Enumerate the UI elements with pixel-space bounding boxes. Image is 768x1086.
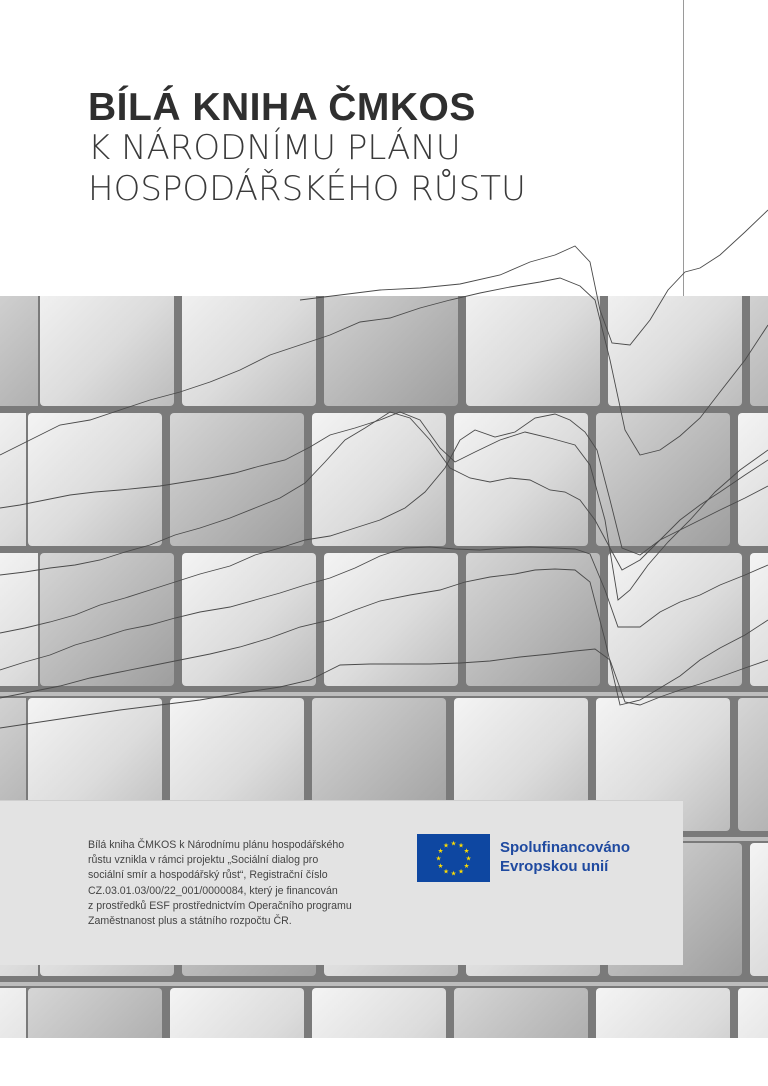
funding-text-line: Bílá kniha ČMKOS k Národnímu plánu hospodářského [88,839,345,851]
trend-line [300,210,768,345]
funding-text-line: z prostředků ESF prostřednictvím Operačního programu [88,899,352,912]
eu-star-icon: ★ [463,861,470,870]
eu-star-icon: ★ [458,867,464,876]
funding-info-box [0,800,683,965]
eu-star-icon: ★ [463,846,470,855]
trend-line [0,412,768,575]
trend-line [0,649,768,728]
eu-flag-icon [417,834,490,882]
eu-star-icon: ★ [450,839,457,848]
eu-star-icon: ★ [443,841,449,850]
eu-label-line-1: Spolufinancováno [500,839,631,856]
eu-star-icon: ★ [450,869,457,878]
eu-star-icon: ★ [437,861,444,870]
title-line-2: K NÁRODNÍMU PLÁNU [88,128,461,168]
eu-star-icon: ★ [458,841,464,850]
eu-star-icon: ★ [465,854,472,863]
title-line-3: HOSPODÁŘSKÉHO RŮSTU [88,169,526,209]
eu-star-icon: ★ [437,846,444,855]
eu-star-icon: ★ [443,867,449,876]
eu-star-icon: ★ [435,854,442,863]
funding-text-line: CZ.03.01.03/00/22_001/0000084, který je financován [88,884,338,897]
funding-text-line: růstu vznikla v rámci projektu „Sociální dialog pro [88,854,319,867]
eu-label-line-2: Evropskou unií [500,858,609,875]
eu-cofunded-label [500,838,630,876]
funding-text-line: Zaměstnanost plus a státního rozpočtu ČR. [88,915,292,928]
trend-line [0,569,768,705]
funding-description [88,838,388,929]
title-line-1: BÍLÁ KNIHA ČMKOS [88,86,476,129]
trend-line [0,412,768,600]
trend-line [0,547,768,670]
funding-text-line: sociální smír a hospodářský růst“, Registrační číslo [88,869,328,882]
trend-line [0,278,768,455]
